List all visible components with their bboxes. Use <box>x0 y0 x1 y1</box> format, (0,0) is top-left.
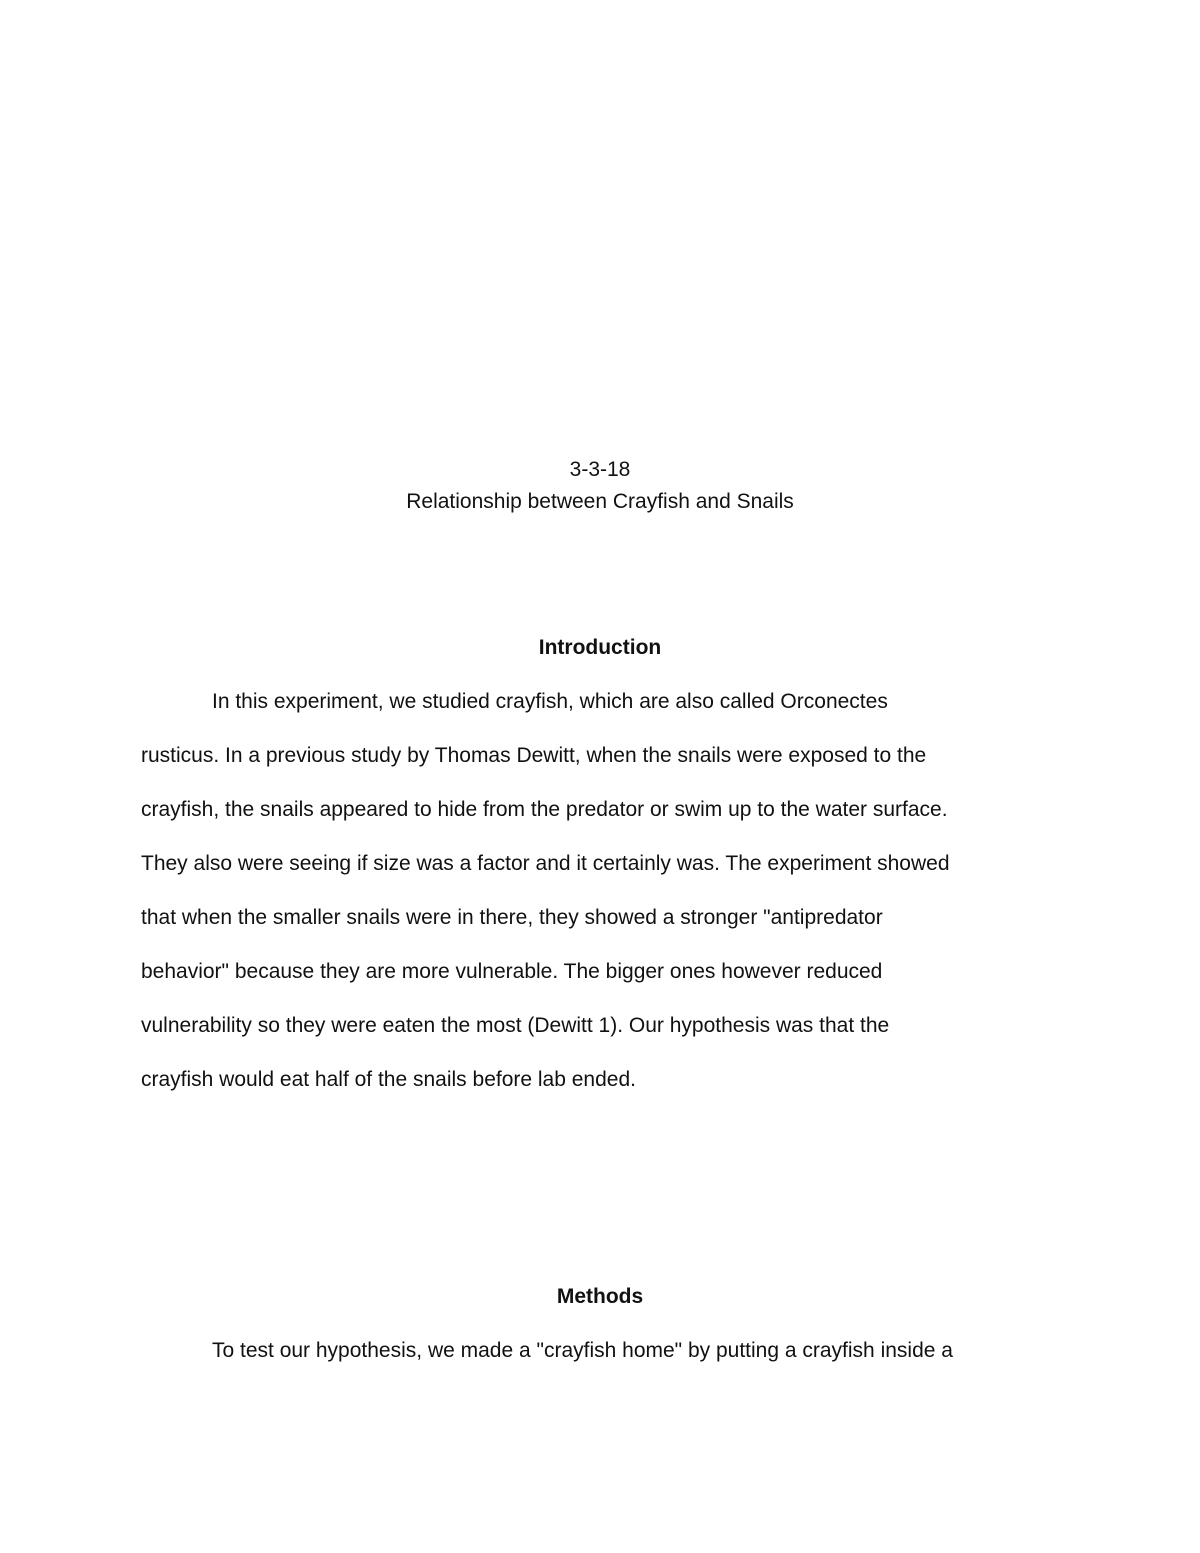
introduction-line: crayfish would eat half of the snails before lab ended. <box>141 1068 636 1091</box>
introduction-line: behavior" because they are more vulnerable. The bigger ones however reduced <box>141 960 883 983</box>
introduction-line: that when the smaller snails were in there, they showed a stronger "antipredator <box>141 906 883 929</box>
document-date: 3-3-18 <box>569 458 631 481</box>
document-title: Relationship between Crayfish and Snails <box>406 490 794 513</box>
introduction-line: In this experiment, we studied crayfish, which are also called Orconectes <box>212 690 888 713</box>
methods-line: To test our hypothesis, we made a "crayfish home" by putting a crayfish inside a <box>212 1339 953 1362</box>
introduction-line: They also were seeing if size was a factor and it certainly was. The experiment showed <box>141 852 950 875</box>
introduction-heading: Introduction <box>538 636 662 659</box>
introduction-line: rusticus. In a previous study by Thomas Dewitt, when the snails were exposed to the <box>141 744 927 767</box>
methods-heading: Methods <box>556 1285 644 1308</box>
introduction-line: vulnerability so they were eaten the most (Dewitt 1). Our hypothesis was that the <box>141 1014 890 1037</box>
introduction-line: crayfish, the snails appeared to hide from the predator or swim up to the water surface. <box>141 798 948 821</box>
